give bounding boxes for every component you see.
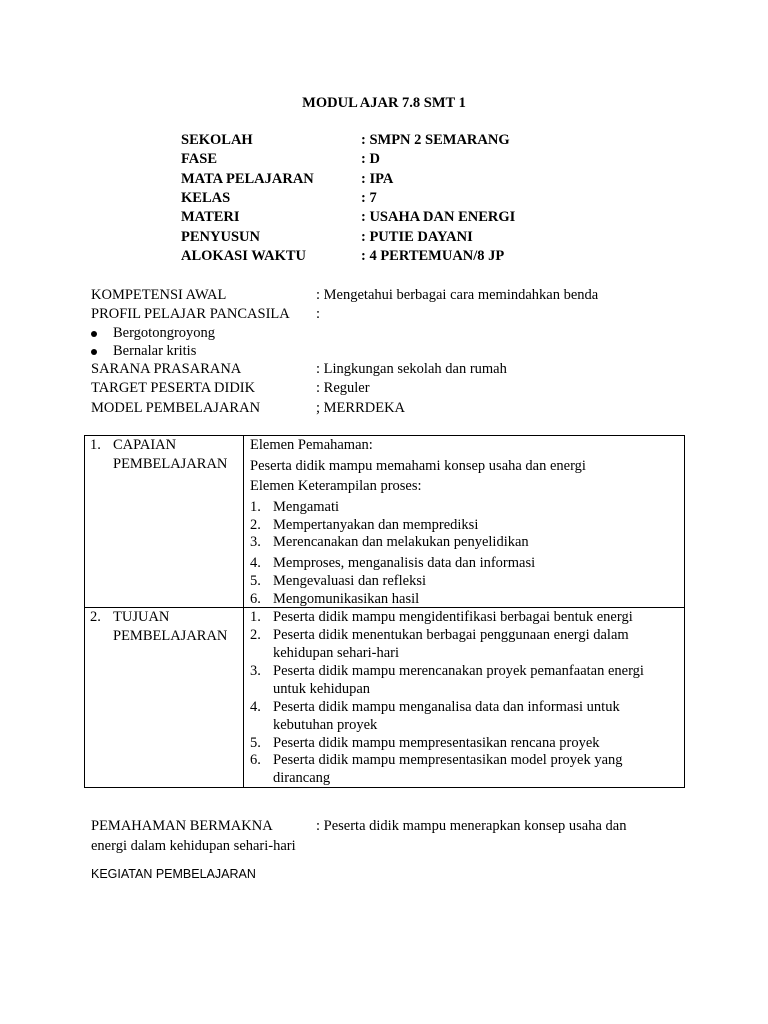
pemahaman-value-continuation: energi dalam kehidupan sehari-hari xyxy=(91,838,296,854)
row-number: 1. xyxy=(90,437,101,453)
header-label: MATA PELAJARAN xyxy=(181,171,314,187)
header-label: SEKOLAH xyxy=(181,132,253,148)
header-label: MATERI xyxy=(181,209,240,225)
header-label: KELAS xyxy=(181,190,231,206)
list-item-continuation: untuk kehidupan xyxy=(273,681,371,697)
list-number: 1. xyxy=(250,499,261,515)
list-item: Peserta didik mampu merencanakan proyek pemanfaatan energi xyxy=(273,663,644,679)
bullet-icon xyxy=(91,349,97,355)
list-item: Peserta didik mampu mengidentifikasi berbagai bentuk energi xyxy=(273,609,633,625)
list-item: Mengomunikasikan hasil xyxy=(273,591,420,607)
list-number: 3. xyxy=(250,663,261,679)
list-number: 1. xyxy=(250,609,261,625)
sarana-label: SARANA PRASARANA xyxy=(91,361,242,377)
list-item: Memproses, menganalisis data dan informasi xyxy=(273,555,536,571)
list-number: 5. xyxy=(250,735,261,751)
header-value: : D xyxy=(361,151,380,167)
list-item: Mengamati xyxy=(273,499,340,515)
header-value: : 7 xyxy=(361,190,377,206)
header-label: ALOKASI WAKTU xyxy=(181,248,307,264)
elemen-heading: Elemen Keterampilan proses: xyxy=(250,478,422,494)
list-number: 3. xyxy=(250,534,261,550)
sarana-value: : Lingkungan sekolah dan rumah xyxy=(316,361,507,377)
table-divider xyxy=(243,436,244,787)
bullet-icon xyxy=(91,331,97,337)
profil-label: PROFIL PELAJAR PANCASILA xyxy=(91,306,290,322)
model-label: MODEL PEMBELAJARAN xyxy=(91,400,261,416)
list-item-continuation: kehidupan sehari-hari xyxy=(273,645,400,661)
profil-bullet: Bergotongroyong xyxy=(113,325,215,342)
row-label: PEMBELAJARAN xyxy=(113,456,228,472)
list-number: 5. xyxy=(250,573,261,589)
pemahaman-value: : Peserta didik mampu menerapkan konsep usaha dan xyxy=(316,818,627,834)
list-number: 4. xyxy=(250,699,261,715)
capaian-tujuan-table xyxy=(84,435,685,788)
kompetensi-label: KOMPETENSI AWAL xyxy=(91,287,227,303)
list-item: Mempertanyakan dan memprediksi xyxy=(273,517,479,533)
list-number: 2. xyxy=(250,627,261,643)
header-value: : IPA xyxy=(361,171,394,187)
profil-value: : xyxy=(316,306,321,322)
header-value: : PUTIE DAYANI xyxy=(361,229,473,245)
model-value: ; MERRDEKA xyxy=(316,400,406,416)
header-value: : USAHA DAN ENERGI xyxy=(361,209,516,225)
kegiatan-heading: KEGIATAN PEMBELAJARAN xyxy=(91,867,256,881)
list-item: Peserta didik menentukan berbagai penggunaan energi dalam xyxy=(273,627,629,643)
list-item-continuation: kebutuhan proyek xyxy=(273,717,378,733)
list-item: Peserta didik mampu menganalisa data dan informasi untuk xyxy=(273,699,620,715)
header-label: PENYUSUN xyxy=(181,229,260,245)
profil-bullet: Bernalar kritis xyxy=(113,343,196,360)
list-number: 4. xyxy=(250,555,261,571)
elemen-heading: Elemen Pemahaman: xyxy=(250,437,373,453)
kompetensi-value: : Mengetahui berbagai cara memindahkan benda xyxy=(316,287,599,303)
row-label: CAPAIAN xyxy=(113,437,177,453)
header-label: FASE xyxy=(181,151,217,167)
list-item: Peserta didik mampu mempresentasikan rencana proyek xyxy=(273,735,600,751)
row-label: PEMBELAJARAN xyxy=(113,628,228,644)
list-item: Peserta didik mampu mempresentasikan model proyek yang xyxy=(273,752,623,768)
row-label: TUJUAN xyxy=(113,609,170,625)
list-number: 6. xyxy=(250,752,261,768)
row-number: 2. xyxy=(90,609,101,625)
pemahaman-label: PEMAHAMAN BERMAKNA xyxy=(91,818,273,834)
list-item: Merencanakan dan melakukan penyelidikan xyxy=(273,534,529,550)
target-label: TARGET PESERTA DIDIK xyxy=(91,380,256,396)
list-item-continuation: dirancang xyxy=(273,770,331,786)
target-value: : Reguler xyxy=(316,380,370,396)
document-title: MODUL AJAR 7.8 SMT 1 xyxy=(302,95,466,111)
elemen-text: Peserta didik mampu memahami konsep usaha dan energi xyxy=(250,458,586,474)
list-number: 2. xyxy=(250,517,261,533)
list-number: 6. xyxy=(250,591,261,607)
header-value: : SMPN 2 SEMARANG xyxy=(361,132,510,148)
list-item: Mengevaluasi dan refleksi xyxy=(273,573,427,589)
header-value: : 4 PERTEMUAN/8 JP xyxy=(361,248,505,264)
